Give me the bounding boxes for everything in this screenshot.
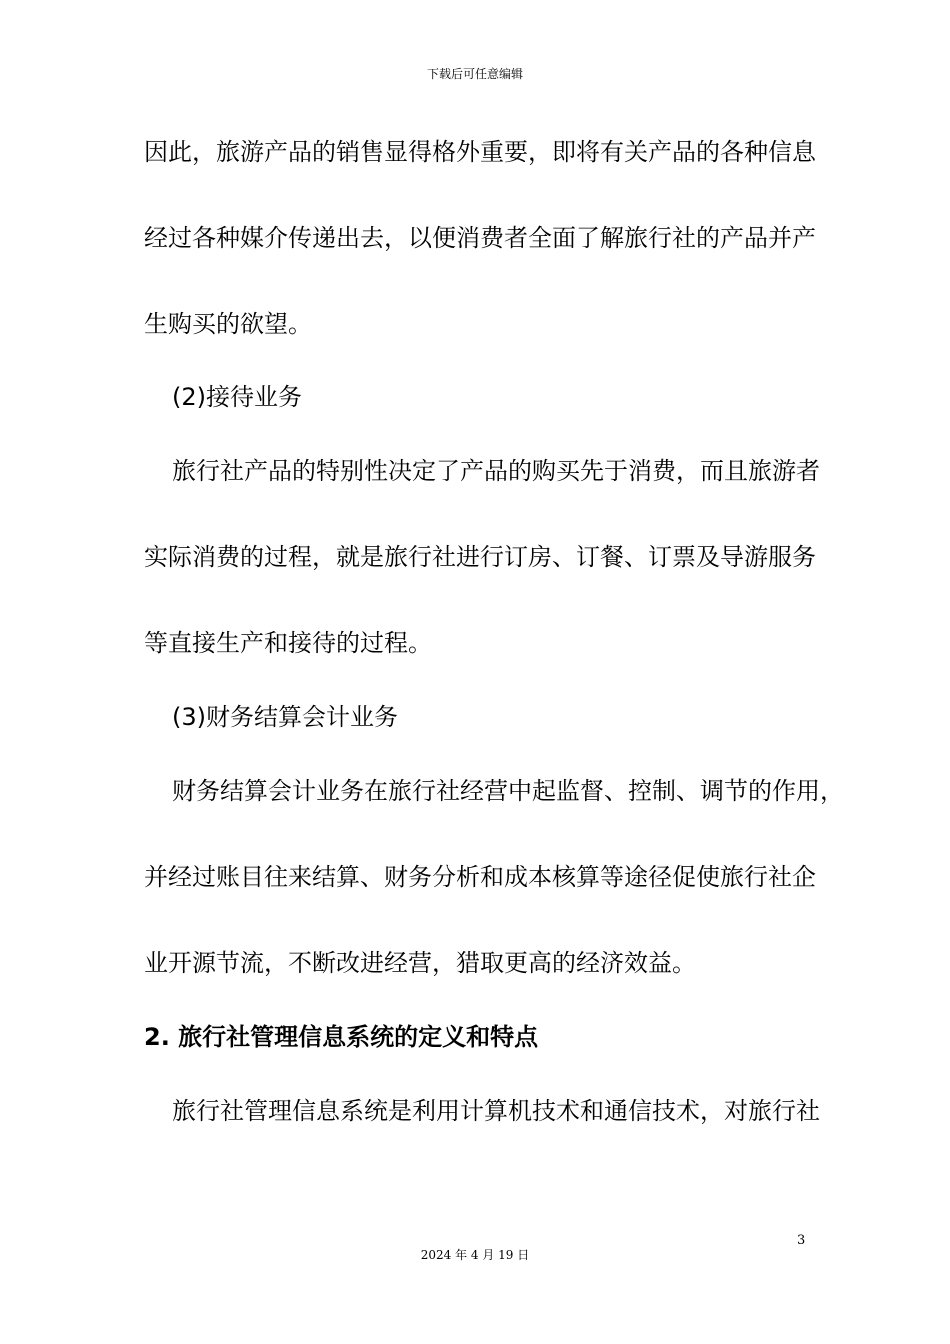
paragraph-line: 实际消费的过程，就是旅行社进行订房、订餐、订票及导游服务 [144,543,816,571]
paragraph-line: 财务结算会计业务在旅行社经营中起监督、控制、调节的作用， [172,777,844,805]
subheading-finance: (3)财务结算会计业务 [172,703,398,731]
paragraph-line: 旅行社产品的特别性决定了产品的购买先于消费，而且旅游者 [172,457,820,485]
section-heading: 2. 旅行社管理信息系统的定义和特点 [144,1023,539,1051]
paragraph-line: 因此，旅游产品的销售显得格外重要，即将有关产品的各种信息 [144,138,816,166]
page-number: 3 [797,1233,806,1248]
paragraph-line: 生购买的欲望。 [144,310,312,338]
page-header: 下载后可任意编辑 [426,67,523,81]
paragraph-line: 等直接生产和接待的过程。 [144,629,432,657]
paragraph-line: 经过各种媒介传递出去，以便消费者全面了解旅行社的产品并产 [144,224,816,252]
footer-date: 2024 年 4 月 19 日 [420,1248,530,1262]
subheading-reception: (2)接待业务 [172,383,302,411]
paragraph-line: 并经过账目往来结算、财务分析和成本核算等途径促使旅行社企 [144,863,816,891]
paragraph-line: 旅行社管理信息系统是利用计算机技术和通信技术，对旅行社 [172,1097,820,1125]
paragraph-line: 业开源节流，不断改进经营，猎取更高的经济效益。 [144,949,696,977]
